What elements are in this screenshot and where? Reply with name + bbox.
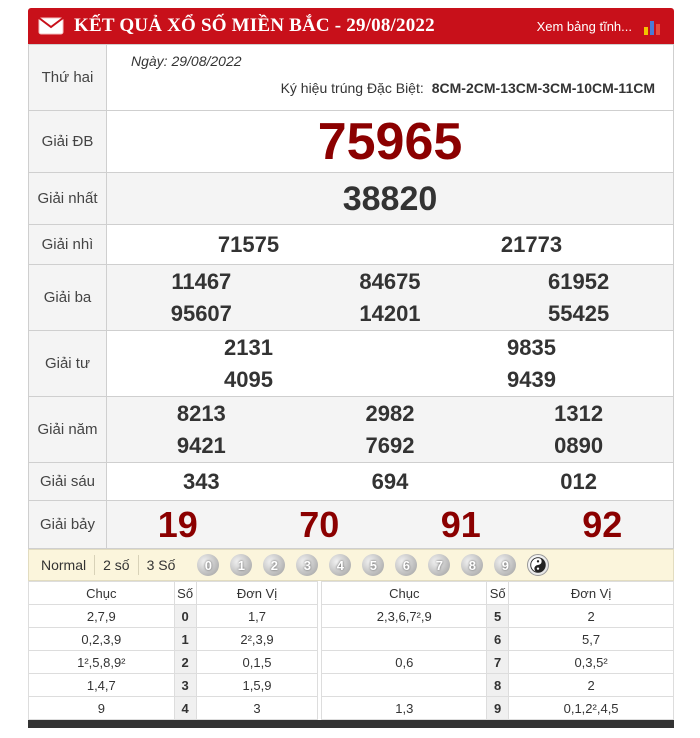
- prize-ba-number: 61952: [548, 268, 610, 294]
- loto-chuc-cell: 1,4,7: [29, 674, 175, 697]
- mail-icon: [38, 17, 64, 35]
- prize-ba-number: 14201: [359, 300, 421, 326]
- loto-donvi-cell: 0,1,5: [196, 651, 318, 674]
- prize-nam-number: 0890: [554, 432, 604, 458]
- header-so: Số: [487, 582, 509, 605]
- loto-chuc-cell: 1²,5,8,9²: [29, 651, 175, 674]
- prize-db-number: 75965: [317, 112, 463, 171]
- loto-so-cell: 6: [487, 628, 509, 651]
- loto-so-cell: 2: [174, 651, 196, 674]
- loto-chuc-cell: 0,2,3,9: [29, 628, 175, 651]
- digit-ball-8[interactable]: 8: [461, 554, 483, 576]
- prize-sau-label: Giải sáu: [29, 463, 107, 501]
- digit-ball-4[interactable]: 4: [329, 554, 351, 576]
- header-chuc: Chục: [29, 582, 175, 605]
- prize-db-label: Giải ĐB: [29, 111, 107, 173]
- prize-ba-number: 55425: [548, 300, 610, 326]
- table-row: [29, 674, 674, 697]
- prize-nhat-label: Giải nhất: [29, 173, 107, 225]
- digit-filter-balls: [197, 554, 560, 576]
- loto-table: [28, 581, 674, 720]
- weekday-label: Thứ hai: [29, 45, 107, 111]
- prize-nhi-label: Giải nhì: [29, 225, 107, 265]
- prize-sau-number: 694: [371, 468, 409, 494]
- prize-nam-number: 2982: [365, 400, 415, 426]
- mode-normal-button[interactable]: Normal: [33, 555, 95, 575]
- loto-donvi-cell: 0,3,5²: [509, 651, 674, 674]
- loto-chuc-cell: 2,3,6,7²,9: [322, 605, 487, 628]
- prize-nhi-number: 21773: [500, 231, 563, 257]
- yin-yang-icon[interactable]: [527, 554, 549, 576]
- prize-nam-number: 9421: [176, 432, 226, 458]
- prize-nhat-number: 38820: [342, 179, 438, 218]
- header-chuc: Chục: [322, 582, 487, 605]
- prize-bay-number: 70: [299, 503, 340, 545]
- digit-ball-0[interactable]: 0: [197, 554, 219, 576]
- loto-chuc-cell: 9: [29, 697, 175, 720]
- results-header: [28, 8, 674, 44]
- bottom-bar: [28, 720, 674, 728]
- loto-so-cell: 7: [487, 651, 509, 674]
- kyhieu-value: 8CM-2CM-13CM-3CM-10CM-11CM: [431, 79, 655, 96]
- prize-tu-number: 9835: [507, 334, 556, 360]
- prize-ba-number: 95607: [170, 300, 232, 326]
- digit-ball-2[interactable]: 2: [263, 554, 285, 576]
- digit-ball-1[interactable]: 1: [230, 554, 252, 576]
- prize-bay-number: 92: [582, 503, 623, 545]
- loto-donvi-cell: 2: [509, 605, 674, 628]
- xsmb-results-widget: [28, 8, 674, 728]
- header-don-vi: Đơn Vị: [196, 582, 318, 605]
- loto-so-cell: 3: [174, 674, 196, 697]
- xem-bang-tinh-link[interactable]: Xem bảng tĩnh...: [536, 18, 632, 34]
- loto-chuc-cell: [322, 674, 487, 697]
- prize-nam-number: 7692: [365, 432, 415, 458]
- prize-sau-number: 012: [560, 468, 597, 494]
- header-so: Số: [174, 582, 196, 605]
- digit-ball-7[interactable]: 7: [428, 554, 450, 576]
- prize-nhi-number: 71575: [217, 231, 280, 257]
- prize-ba-number: 11467: [171, 268, 232, 294]
- table-row: [29, 697, 674, 720]
- digit-ball-3[interactable]: 3: [296, 554, 318, 576]
- prize-tu-label: Giải tư: [29, 331, 107, 397]
- loto-donvi-cell: 2: [509, 674, 674, 697]
- loto-chuc-cell: 2,7,9: [29, 605, 175, 628]
- header-don-vi: Đơn Vị: [509, 582, 674, 605]
- prize-bay-number: 91: [440, 503, 481, 545]
- prize-tu-number: 4095: [224, 366, 273, 392]
- loto-chuc-cell: 0,6: [322, 651, 487, 674]
- digit-ball-5[interactable]: 5: [362, 554, 384, 576]
- kyhieu-row: [281, 80, 655, 96]
- prize-bay-number: 19: [157, 503, 198, 545]
- loto-so-cell: 4: [174, 697, 196, 720]
- loto-donvi-cell: 2²,3,9: [196, 628, 318, 651]
- loto-so-cell: 1: [174, 628, 196, 651]
- loto-so-cell: 9: [487, 697, 509, 720]
- results-table: [28, 44, 674, 549]
- loto-donvi-cell: 0,1,2²,4,5: [509, 697, 674, 720]
- digit-ball-6[interactable]: 6: [395, 554, 417, 576]
- loto-donvi-cell: 1,7: [196, 605, 318, 628]
- prize-ba-label: Giải ba: [29, 265, 107, 331]
- loto-donvi-cell: 5,7: [509, 628, 674, 651]
- loto-so-cell: 0: [174, 605, 196, 628]
- prize-tu-number: 2131: [224, 334, 273, 360]
- draw-date: Ngày: 29/08/2022: [131, 52, 242, 69]
- table-row: [29, 605, 674, 628]
- bar-chart-icon[interactable]: [642, 15, 664, 37]
- table-row: [29, 628, 674, 651]
- prize-ba-number: 84675: [359, 268, 421, 294]
- kyhieu-label: Ký hiệu trúng Đặc Biệt:: [280, 79, 424, 96]
- loto-chuc-cell: [322, 628, 487, 651]
- loto-donvi-cell: 3: [196, 697, 318, 720]
- mode-2so-button[interactable]: 2 số: [95, 555, 138, 575]
- results-title: KẾT QUẢ XỔ SỐ MIỀN BẮC - 29/08/2022: [74, 15, 435, 36]
- prize-nam-label: Giải năm: [29, 397, 107, 463]
- loto-donvi-cell: 1,5,9: [196, 674, 318, 697]
- table-row: [29, 651, 674, 674]
- display-mode-toolbar: [28, 549, 674, 581]
- prize-tu-number: 9439: [507, 366, 556, 392]
- prize-nam-number: 1312: [554, 400, 604, 426]
- prize-bay-label: Giải bảy: [29, 501, 107, 549]
- prize-nam-number: 8213: [176, 400, 226, 426]
- digit-ball-9[interactable]: 9: [494, 554, 516, 576]
- loto-so-cell: 5: [487, 605, 509, 628]
- mode-3so-button[interactable]: 3 Số: [146, 557, 176, 573]
- loto-chuc-cell: 1,3: [322, 697, 487, 720]
- prize-sau-number: 343: [182, 468, 220, 494]
- loto-so-cell: 8: [487, 674, 509, 697]
